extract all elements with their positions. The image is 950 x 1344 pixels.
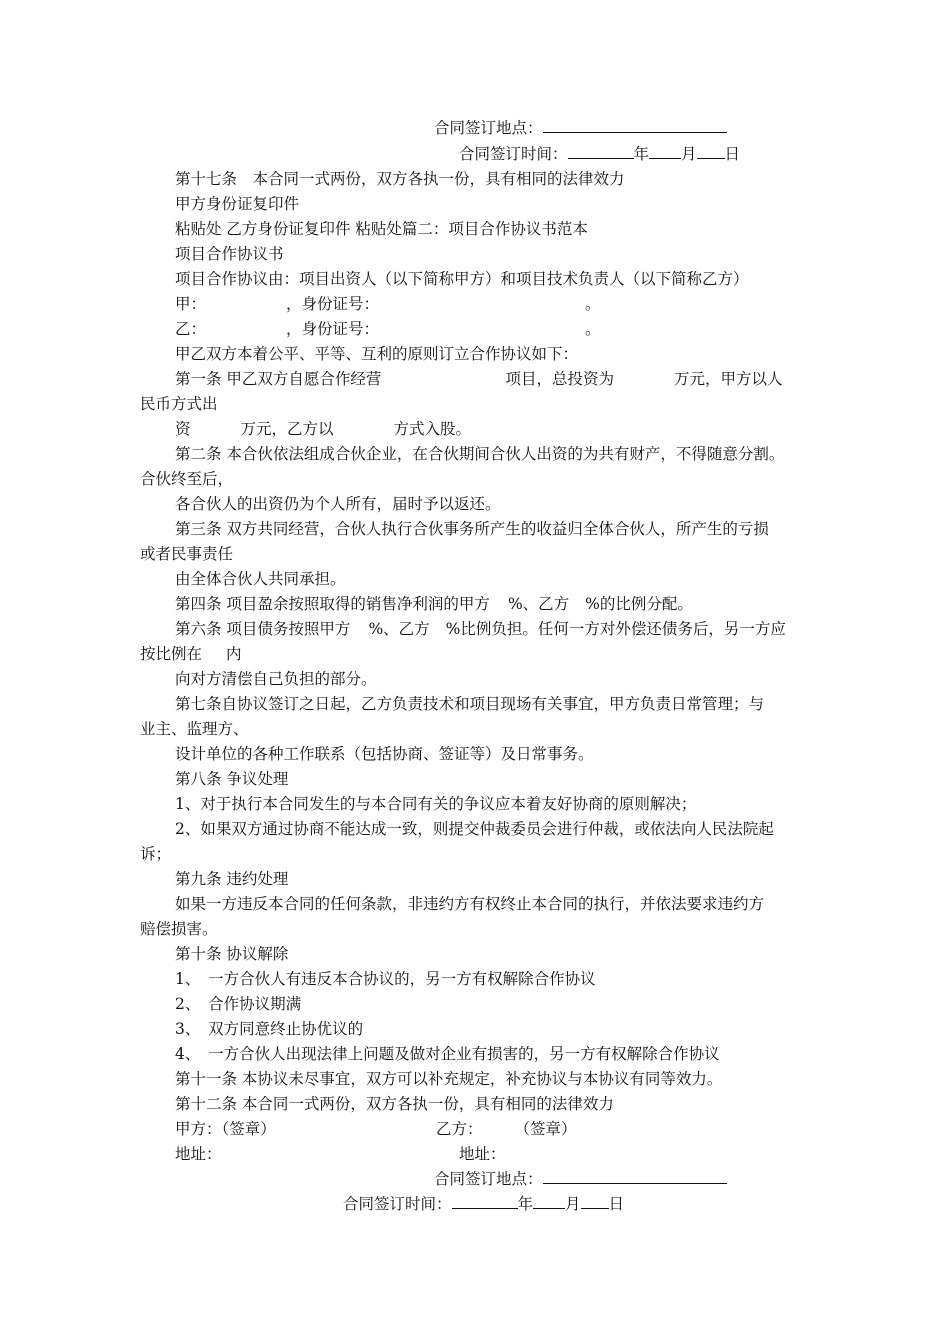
art6-b: %、乙方 (368, 620, 430, 638)
art2-line1: 第二条 本合伙依法组成合伙企业，在合伙期间合伙人出资的为共有财产，不得随意分割。 (175, 445, 785, 463)
year-blank (452, 1194, 518, 1209)
year-blank (568, 144, 634, 159)
art6-a: 第六条 项目债务按照甲方 (175, 620, 351, 638)
art6-d: 按比例在 (140, 645, 203, 663)
party-b-id-label: ，身份证号： (286, 320, 380, 338)
sign-place-label: 合同签订地点： (434, 119, 543, 137)
party-b-label: 乙： (175, 320, 207, 338)
bottom-sign-place (434, 1169, 727, 1189)
art7-line1: 第七条自协议签订之日起，乙方负责技术和项目现场有关事宜，甲方负责日常管理；与 (175, 695, 765, 713)
art12: 第十二条 本合同一式两份，双方各执一份，具有相同的法律效力 (175, 1095, 614, 1113)
art1-c: 万元，甲方以人 (673, 370, 783, 388)
sign-place-blank (543, 1169, 727, 1184)
party-a-label: 甲： (175, 295, 207, 313)
art8-title: 第八条 争议处理 (175, 770, 289, 788)
party-b-line (175, 319, 601, 339)
art2-line3: 各合伙人的出资仍为个人所有，届时予以返还。 (175, 495, 501, 513)
party-a-id-label: ，身份证号： (286, 295, 380, 313)
art6-line3: 向对方清偿自己负担的部分。 (175, 670, 377, 688)
year-label: 年 (517, 1195, 534, 1213)
art9-line2: 赔偿损害。 (140, 920, 218, 938)
art10-item: 1、 一方合伙人有违反本合协议的，另一方有权解除合作协议 (175, 970, 596, 988)
principle: 甲乙双方本着公平、平等、互利的原则订立合作协议如下： (175, 345, 579, 363)
doc-title: 项目合作协议书 (175, 245, 284, 263)
art4-c: %的比例分配。 (585, 595, 693, 613)
top-sign-place (434, 118, 727, 138)
day-label: 日 (724, 145, 741, 163)
art10-item: 3、 双方同意终止协优议的 (175, 1020, 364, 1038)
sign-place-blank (543, 118, 727, 133)
sign-b-label: 乙方： (436, 1120, 483, 1138)
month-blank (533, 1194, 565, 1209)
art6-e: 内 (226, 645, 242, 663)
party-a-id-copy: 甲方身份证复印件 (175, 195, 300, 213)
year-label: 年 (633, 145, 650, 163)
art8-p2a: 2、如果双方通过协商不能达成一致，则提交仲裁委员会进行仲裁，或依法向人民法院起 (175, 820, 774, 838)
art7-line3: 设计单位的各种工作联系（包括协商、签证等）及日常事务。 (175, 745, 594, 763)
art11: 第十一条 本协议未尽事宜，双方可以补充规定，补充协议与本协议有同等效力。 (175, 1070, 723, 1088)
day-label: 日 (608, 1195, 625, 1213)
party-a-line (175, 294, 601, 314)
art2-line2: 合伙终至后， (140, 470, 234, 488)
sign-b (436, 1119, 577, 1139)
art1-f: 万元，乙方以 (240, 420, 334, 438)
art8-p1: 1、对于执行本合同发生的与本合同有关的争议应本着友好协商的原则解决； (175, 795, 697, 813)
art1-line2: 民币方式出 (140, 395, 218, 413)
art4-b: %、乙方 (507, 595, 570, 613)
art3-line3: 由全体合伙人共同承担。 (175, 570, 346, 588)
bottom-sign-time (343, 1194, 624, 1214)
article-17: 第十七条 本合同一式两份，双方各执一份，具有相同的法律效力 (175, 170, 625, 188)
art1-line3 (175, 419, 471, 439)
art6-line2 (140, 644, 242, 664)
day-blank (697, 144, 725, 159)
art1-g: 方式入股。 (393, 420, 472, 438)
day-blank (581, 1194, 609, 1209)
art4 (175, 594, 693, 614)
art1-b: 项目，总投资为 (505, 370, 614, 388)
address-b: 地址： (459, 1145, 506, 1163)
art6-c: %比例负担。任何一方对外偿还债务后，另一方应 (445, 620, 786, 638)
intro: 项目合作协议由：项目出资人（以下简称甲方）和项目技术负责人（以下简称乙方） (175, 270, 749, 288)
month-label: 月 (565, 1195, 581, 1213)
sign-b-seal: （签章） (514, 1120, 577, 1138)
party-b-end: 。 (585, 320, 601, 338)
art10-item: 2、 合作协议期满 (175, 995, 302, 1013)
month-label: 月 (681, 145, 697, 163)
art1-a: 第一条 甲乙双方自愿合作经营 (175, 370, 382, 388)
art10-title: 第十条 协议解除 (175, 945, 289, 963)
top-sign-time (459, 144, 740, 164)
art1-line1 (175, 369, 782, 389)
art1-e: 资 (175, 420, 191, 438)
art9-title: 第九条 违约处理 (175, 870, 289, 888)
art8-p2b: 诉； (140, 845, 172, 863)
sign-a-label: 甲方：（签章） (175, 1120, 276, 1138)
art4-a: 第四条 项目盈余按照取得的销售净利润的甲方 (175, 595, 490, 613)
sign-time-label: 合同签订时间： (459, 145, 568, 163)
address-a: 地址： (175, 1145, 222, 1163)
art7-line2: 业主、监理方、 (140, 720, 249, 738)
art3-line2: 或者民事责任 (140, 545, 234, 563)
paste-line: 粘贴处 乙方身份证复印件 粘贴处篇二：项目合作协议书范本 (175, 220, 588, 238)
month-blank (649, 144, 681, 159)
art10-item: 4、 一方合伙人出现法律上问题及做对企业有损害的，另一方有权解除合作协议 (175, 1045, 720, 1063)
art6-line1 (175, 619, 786, 639)
art9-line1: 如果一方违反本合同的任何条款，非违约方有权终止本合同的执行，并依法要求违约方 (175, 895, 765, 913)
party-a-end: 。 (585, 295, 601, 313)
sign-time-label: 合同签订时间： (343, 1195, 452, 1213)
art3-line1: 第三条 双方共同经营，合伙人执行合伙事务所产生的收益归全体合伙人，所产生的亏损 (175, 520, 769, 538)
sign-place-label: 合同签订地点： (434, 1170, 543, 1188)
